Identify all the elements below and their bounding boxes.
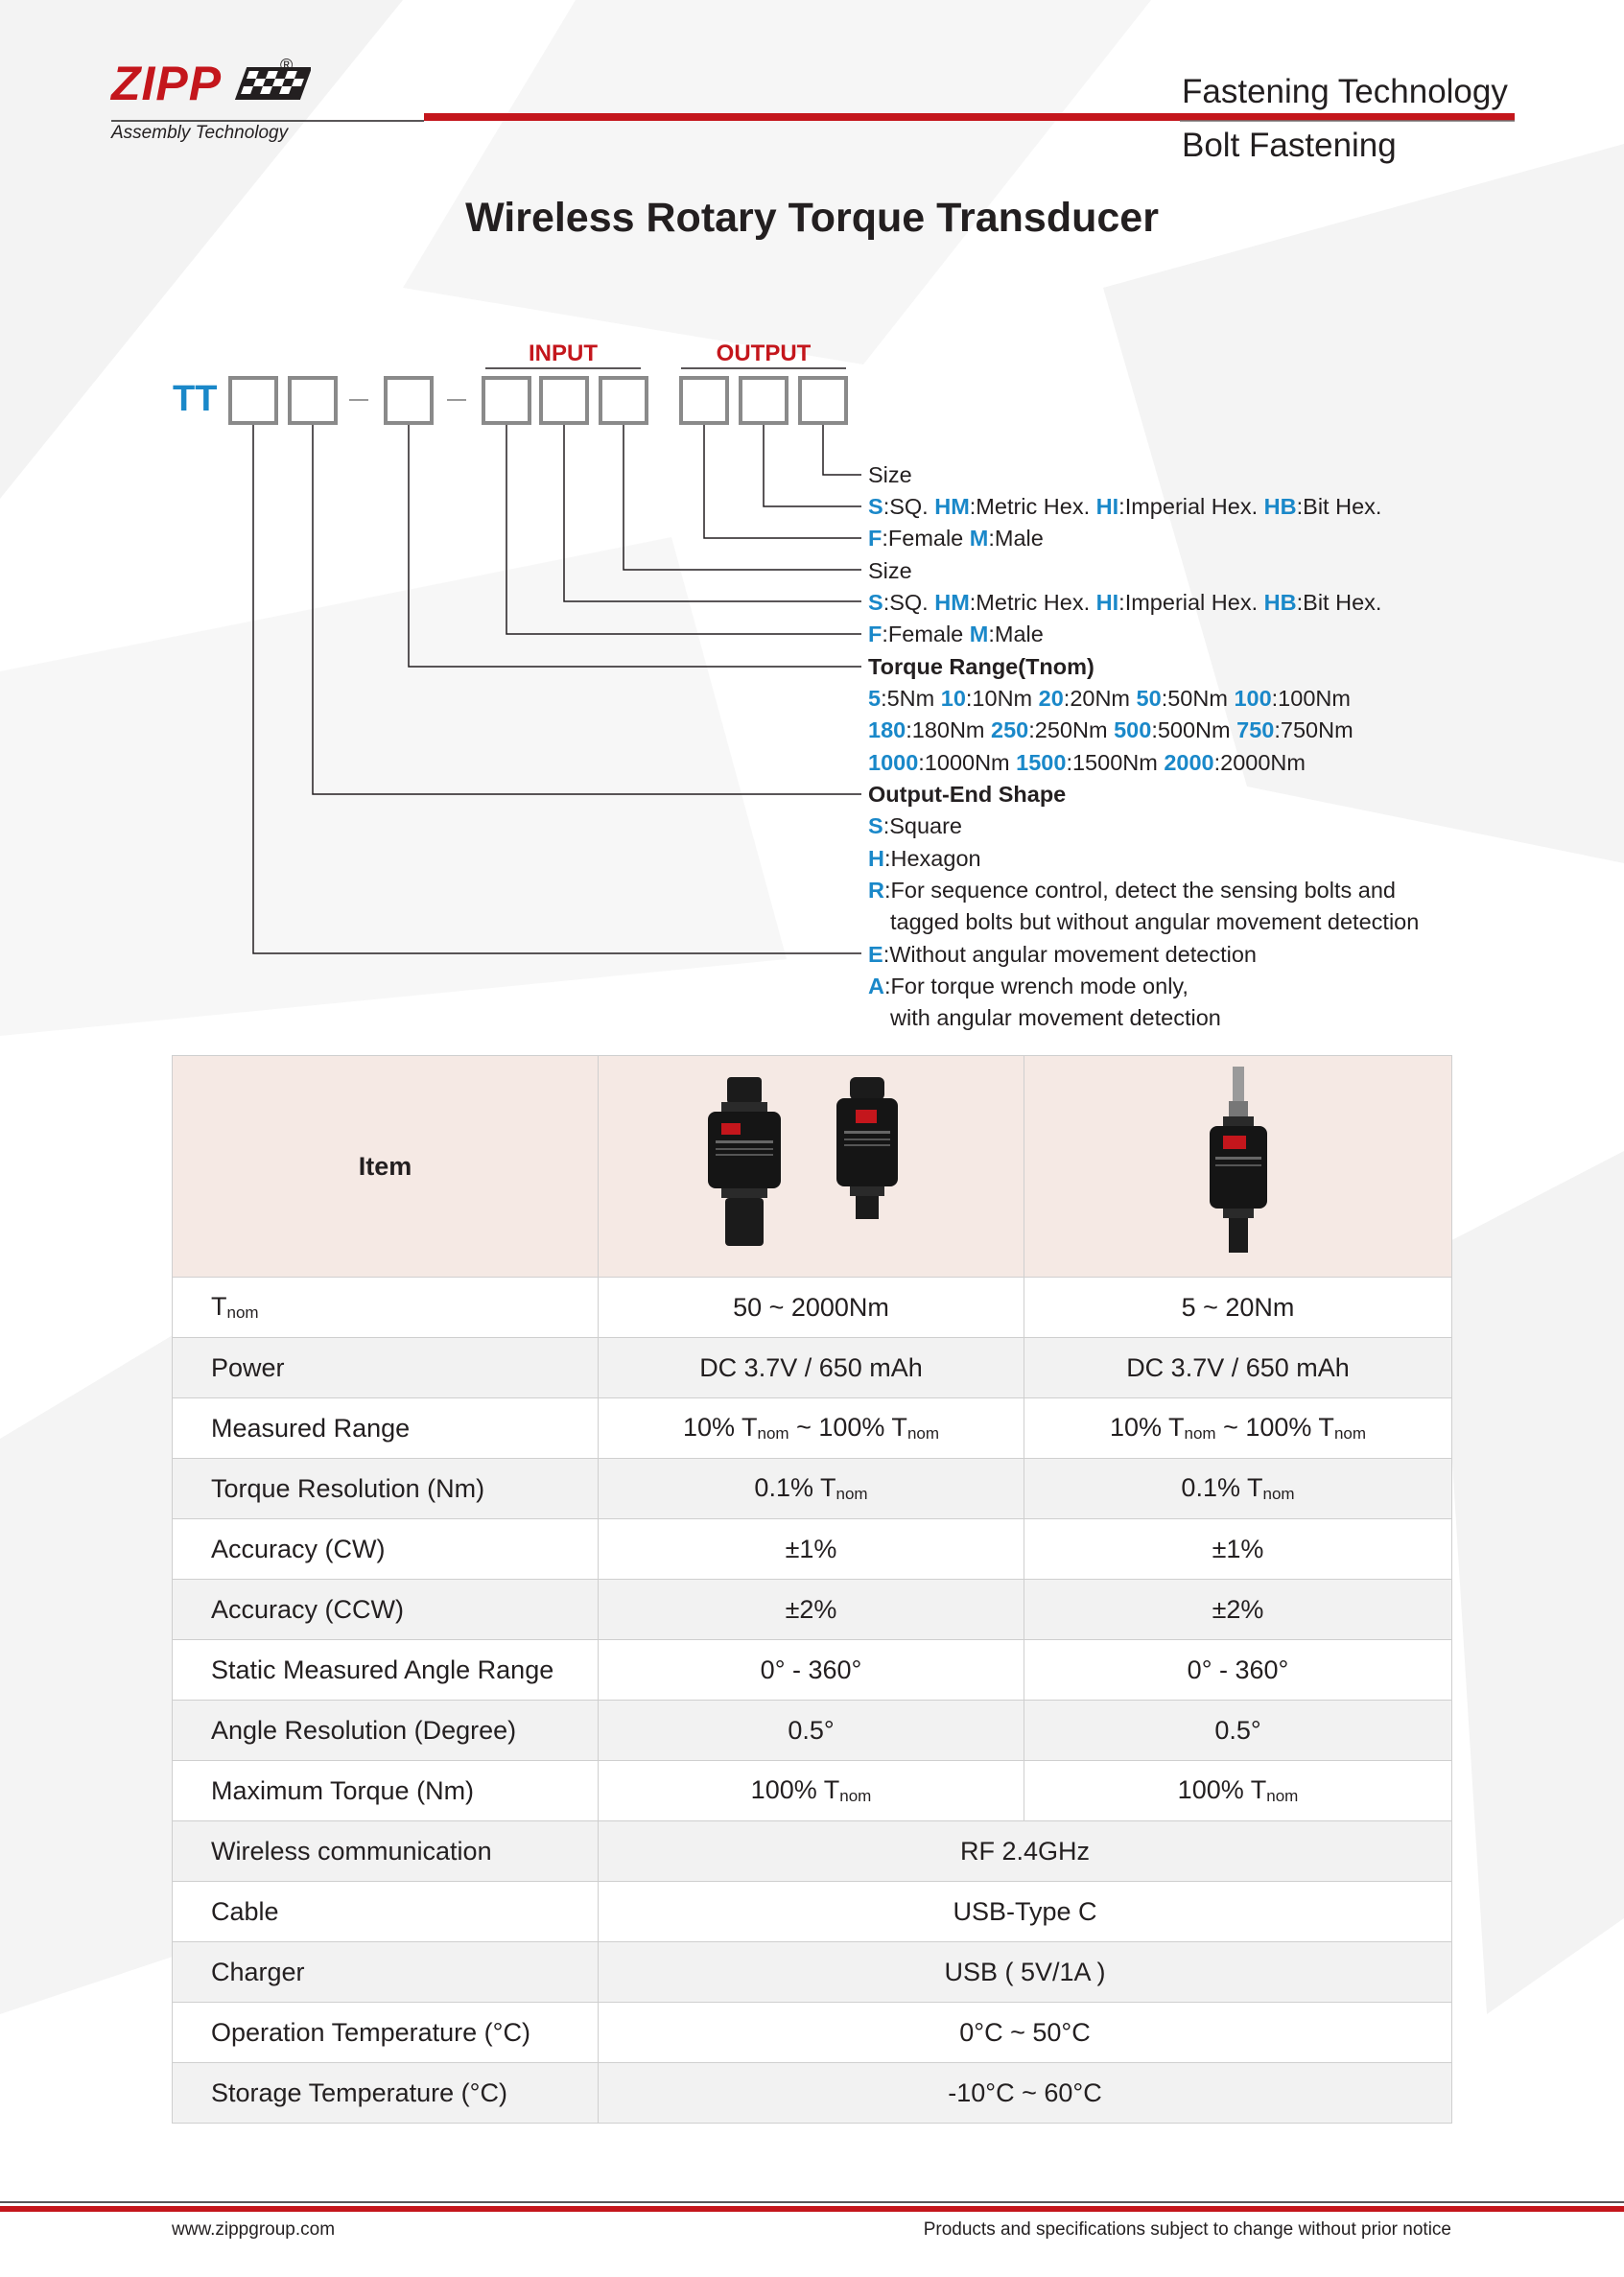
table-cell: 0° - 360°	[599, 1640, 1024, 1701]
table-cell: 0.1% $T_{nom}$	[1024, 1459, 1452, 1519]
table-row	[173, 1882, 1452, 1942]
code-box-3	[386, 378, 432, 423]
row-label: Torque Resolution (Nm)	[173, 1459, 599, 1519]
code-key: A	[868, 974, 884, 998]
code-desc: :Male	[988, 526, 1044, 551]
code-desc: :1000Nm	[918, 750, 1017, 775]
table-cell: ±1%	[1024, 1519, 1452, 1580]
code-box-9	[800, 378, 846, 423]
code-desc: :1500Nm	[1066, 750, 1165, 775]
desc-shape-square	[868, 815, 962, 838]
table-cell: 50 ~ 2000Nm	[599, 1278, 1024, 1338]
table-row	[173, 2003, 1452, 2063]
spec-table	[172, 1055, 1452, 2124]
row-label: Power	[173, 1338, 599, 1398]
table-row	[173, 1398, 1452, 1459]
code-key: HM	[934, 494, 970, 519]
code-key: S	[868, 494, 883, 519]
table-cell: 10% $T_{nom}$ ~ 100% $T_{nom}$	[599, 1398, 1024, 1459]
code-key: 500	[1114, 717, 1152, 742]
brand-tagline: Assembly Technology	[111, 123, 289, 143]
code-key: M	[969, 526, 989, 551]
code-key: HI	[1095, 590, 1119, 615]
code-desc: :Female	[882, 622, 970, 646]
code-key: 1000	[868, 750, 919, 775]
code-key: 750	[1236, 717, 1275, 742]
code-desc: :Hexagon	[883, 846, 981, 871]
desc-input-gender	[868, 623, 1044, 646]
code-key: R	[868, 878, 884, 903]
code-desc: :Without angular movement detection	[883, 942, 1257, 967]
table-cell: 0° - 360°	[1024, 1640, 1452, 1701]
table-row	[173, 1459, 1452, 1519]
code-desc: :Imperial Hex.	[1118, 494, 1264, 519]
table-row: $T_{nom}$ 50 ~ 2000Nm 5 ~ 20Nm	[173, 1278, 1452, 1338]
desc-torque-heading: Torque Range(Tnom)	[868, 654, 1094, 679]
registered-mark: ®	[280, 56, 294, 75]
code-key: 10	[940, 686, 966, 711]
page-title: Wireless Rotary Torque Transducer	[465, 195, 1159, 241]
table-row	[173, 1580, 1452, 1640]
code-key: HB	[1263, 590, 1297, 615]
code-desc: :10Nm	[965, 686, 1039, 711]
desc-mode-a-cont: with angular movement detection	[890, 1005, 1221, 1030]
table-cell: DC 3.7V / 650 mAh	[1024, 1338, 1452, 1398]
desc-output-size: Size	[868, 462, 912, 487]
code-key: 250	[991, 717, 1029, 742]
desc-mode-e	[868, 944, 1257, 967]
code-key: 1500	[1016, 750, 1067, 775]
code-desc: :180Nm	[906, 717, 992, 742]
code-key: 180	[868, 717, 906, 742]
code-key: F	[868, 622, 883, 646]
code-desc: :SQ.	[883, 590, 935, 615]
desc-input-size: Size	[868, 558, 912, 583]
table-row	[173, 1640, 1452, 1701]
code-box-2	[290, 378, 336, 423]
code-desc: :20Nm	[1063, 686, 1137, 711]
table-header-row	[173, 1056, 1452, 1278]
code-key: H	[868, 846, 884, 871]
table-cell: 100% $T_{nom}$	[1024, 1761, 1452, 1821]
code-box-1	[230, 378, 276, 423]
desc-output-gender	[868, 528, 1044, 551]
table-cell: USB-Type C	[599, 1882, 1452, 1942]
desc-mode-r	[868, 880, 1396, 903]
desc-shape-hexagon	[868, 848, 981, 871]
code-desc: :5Nm	[881, 686, 941, 711]
header-item-cell: Item	[173, 1056, 599, 1278]
code-desc: :Male	[988, 622, 1044, 646]
desc-output-shape	[868, 496, 1381, 519]
table-row	[173, 1701, 1452, 1761]
desc-mode-r-cont: tagged bolts but without angular movement detection	[890, 909, 1420, 934]
logo-text: ZIPP	[111, 57, 221, 110]
row-label: Measured Range	[173, 1398, 599, 1459]
code-box-8	[741, 378, 787, 423]
table-cell: DC 3.7V / 650 mAh	[599, 1338, 1024, 1398]
row-label: Storage Temperature (°C)	[173, 2063, 599, 2124]
code-desc: :Metric Hex.	[969, 590, 1096, 615]
desc-torque-row3	[868, 752, 1306, 775]
footer-website[interactable]: www.zippgroup.com	[172, 2219, 336, 2240]
code-desc: :250Nm	[1028, 717, 1115, 742]
table-row	[173, 2063, 1452, 2124]
row-label: Operation Temperature (°C)	[173, 2003, 599, 2063]
code-desc: :50Nm	[1161, 686, 1235, 711]
code-desc: :Bit Hex.	[1296, 590, 1382, 615]
code-key: S	[868, 590, 883, 615]
code-key: 20	[1038, 686, 1064, 711]
row-label: Wireless communication	[173, 1821, 599, 1882]
code-desc: :Square	[883, 813, 962, 838]
desc-mode-a	[868, 975, 1189, 998]
output-label: OUTPUT	[716, 340, 812, 366]
header-subcategory: Bolt Fastening	[1182, 127, 1397, 164]
table-row	[173, 1519, 1452, 1580]
table-cell: USB ( 5V/1A )	[599, 1942, 1452, 2003]
table-cell: 10% $T_{nom}$ ~ 100% $T_{nom}$	[1024, 1398, 1452, 1459]
row-label: Charger	[173, 1942, 599, 2003]
code-desc: :Metric Hex.	[969, 494, 1096, 519]
table-cell: ±2%	[1024, 1580, 1452, 1640]
code-key: 5	[868, 686, 882, 711]
code-key: M	[969, 622, 989, 646]
product-image-small	[1024, 1056, 1452, 1278]
table-cell: 100% $T_{nom}$	[599, 1761, 1024, 1821]
desc-shape-heading: Output-End Shape	[868, 782, 1067, 807]
table-cell: 0.5°	[599, 1701, 1024, 1761]
code-key: HM	[934, 590, 970, 615]
table-row	[173, 1761, 1452, 1821]
input-label: INPUT	[529, 340, 598, 366]
code-desc: :750Nm	[1274, 717, 1353, 742]
row-label: Maximum Torque (Nm)	[173, 1761, 599, 1821]
table-cell: 5 ~ 20Nm	[1024, 1278, 1452, 1338]
table-cell: -10°C ~ 60°C	[599, 2063, 1452, 2124]
product-image-large	[599, 1056, 1024, 1278]
header-category: Fastening Technology	[1182, 73, 1508, 110]
code-box-7	[681, 378, 727, 423]
code-box-5	[541, 378, 587, 423]
code-desc: :2000Nm	[1213, 750, 1306, 775]
code-key: HI	[1095, 494, 1119, 519]
code-desc: :For torque wrench mode only,	[883, 974, 1189, 998]
code-key: HB	[1263, 494, 1297, 519]
code-desc: :500Nm	[1151, 717, 1237, 742]
desc-input-shape	[868, 592, 1381, 615]
row-label: Accuracy (CCW)	[173, 1580, 599, 1640]
code-desc: :For sequence control, detect the sensing bolts and	[883, 878, 1396, 903]
code-desc: :SQ.	[883, 494, 935, 519]
table-row	[173, 1338, 1452, 1398]
code-desc: :Imperial Hex.	[1118, 590, 1264, 615]
table-cell: ±1%	[599, 1519, 1024, 1580]
row-label: Cable	[173, 1882, 599, 1942]
table-row	[173, 1821, 1452, 1882]
footer-disclaimer: Products and specifications subject to change without prior notice	[923, 2219, 1451, 2240]
model-prefix: TT	[173, 379, 218, 419]
code-desc: :Bit Hex.	[1296, 494, 1382, 519]
row-label: Static Measured Angle Range	[173, 1640, 599, 1701]
table-cell: ±2%	[599, 1580, 1024, 1640]
code-key: E	[868, 942, 883, 967]
table-cell: RF 2.4GHz	[599, 1821, 1452, 1882]
table-cell: 0.1% $T_{nom}$	[599, 1459, 1024, 1519]
torque-transducer-small-image	[1181, 1063, 1296, 1264]
code-key: 100	[1234, 686, 1272, 711]
torque-transducer-large-image	[687, 1068, 936, 1259]
row-label: Accuracy (CW)	[173, 1519, 599, 1580]
code-box-4	[483, 378, 530, 423]
desc-torque-row2	[868, 719, 1353, 742]
code-desc: :100Nm	[1271, 686, 1351, 711]
code-box-6	[600, 378, 647, 423]
row-label: Angle Resolution (Degree)	[173, 1701, 599, 1761]
code-desc: :Female	[882, 526, 970, 551]
table-cell: 0°C ~ 50°C	[599, 2003, 1452, 2063]
code-key: 50	[1136, 686, 1162, 711]
table-cell: 0.5°	[1024, 1701, 1452, 1761]
code-key: F	[868, 526, 883, 551]
table-row	[173, 1942, 1452, 2003]
desc-torque-row1	[868, 688, 1351, 711]
code-key: 2000	[1164, 750, 1214, 775]
code-key: S	[868, 813, 883, 838]
row-label: T	[211, 1292, 227, 1321]
